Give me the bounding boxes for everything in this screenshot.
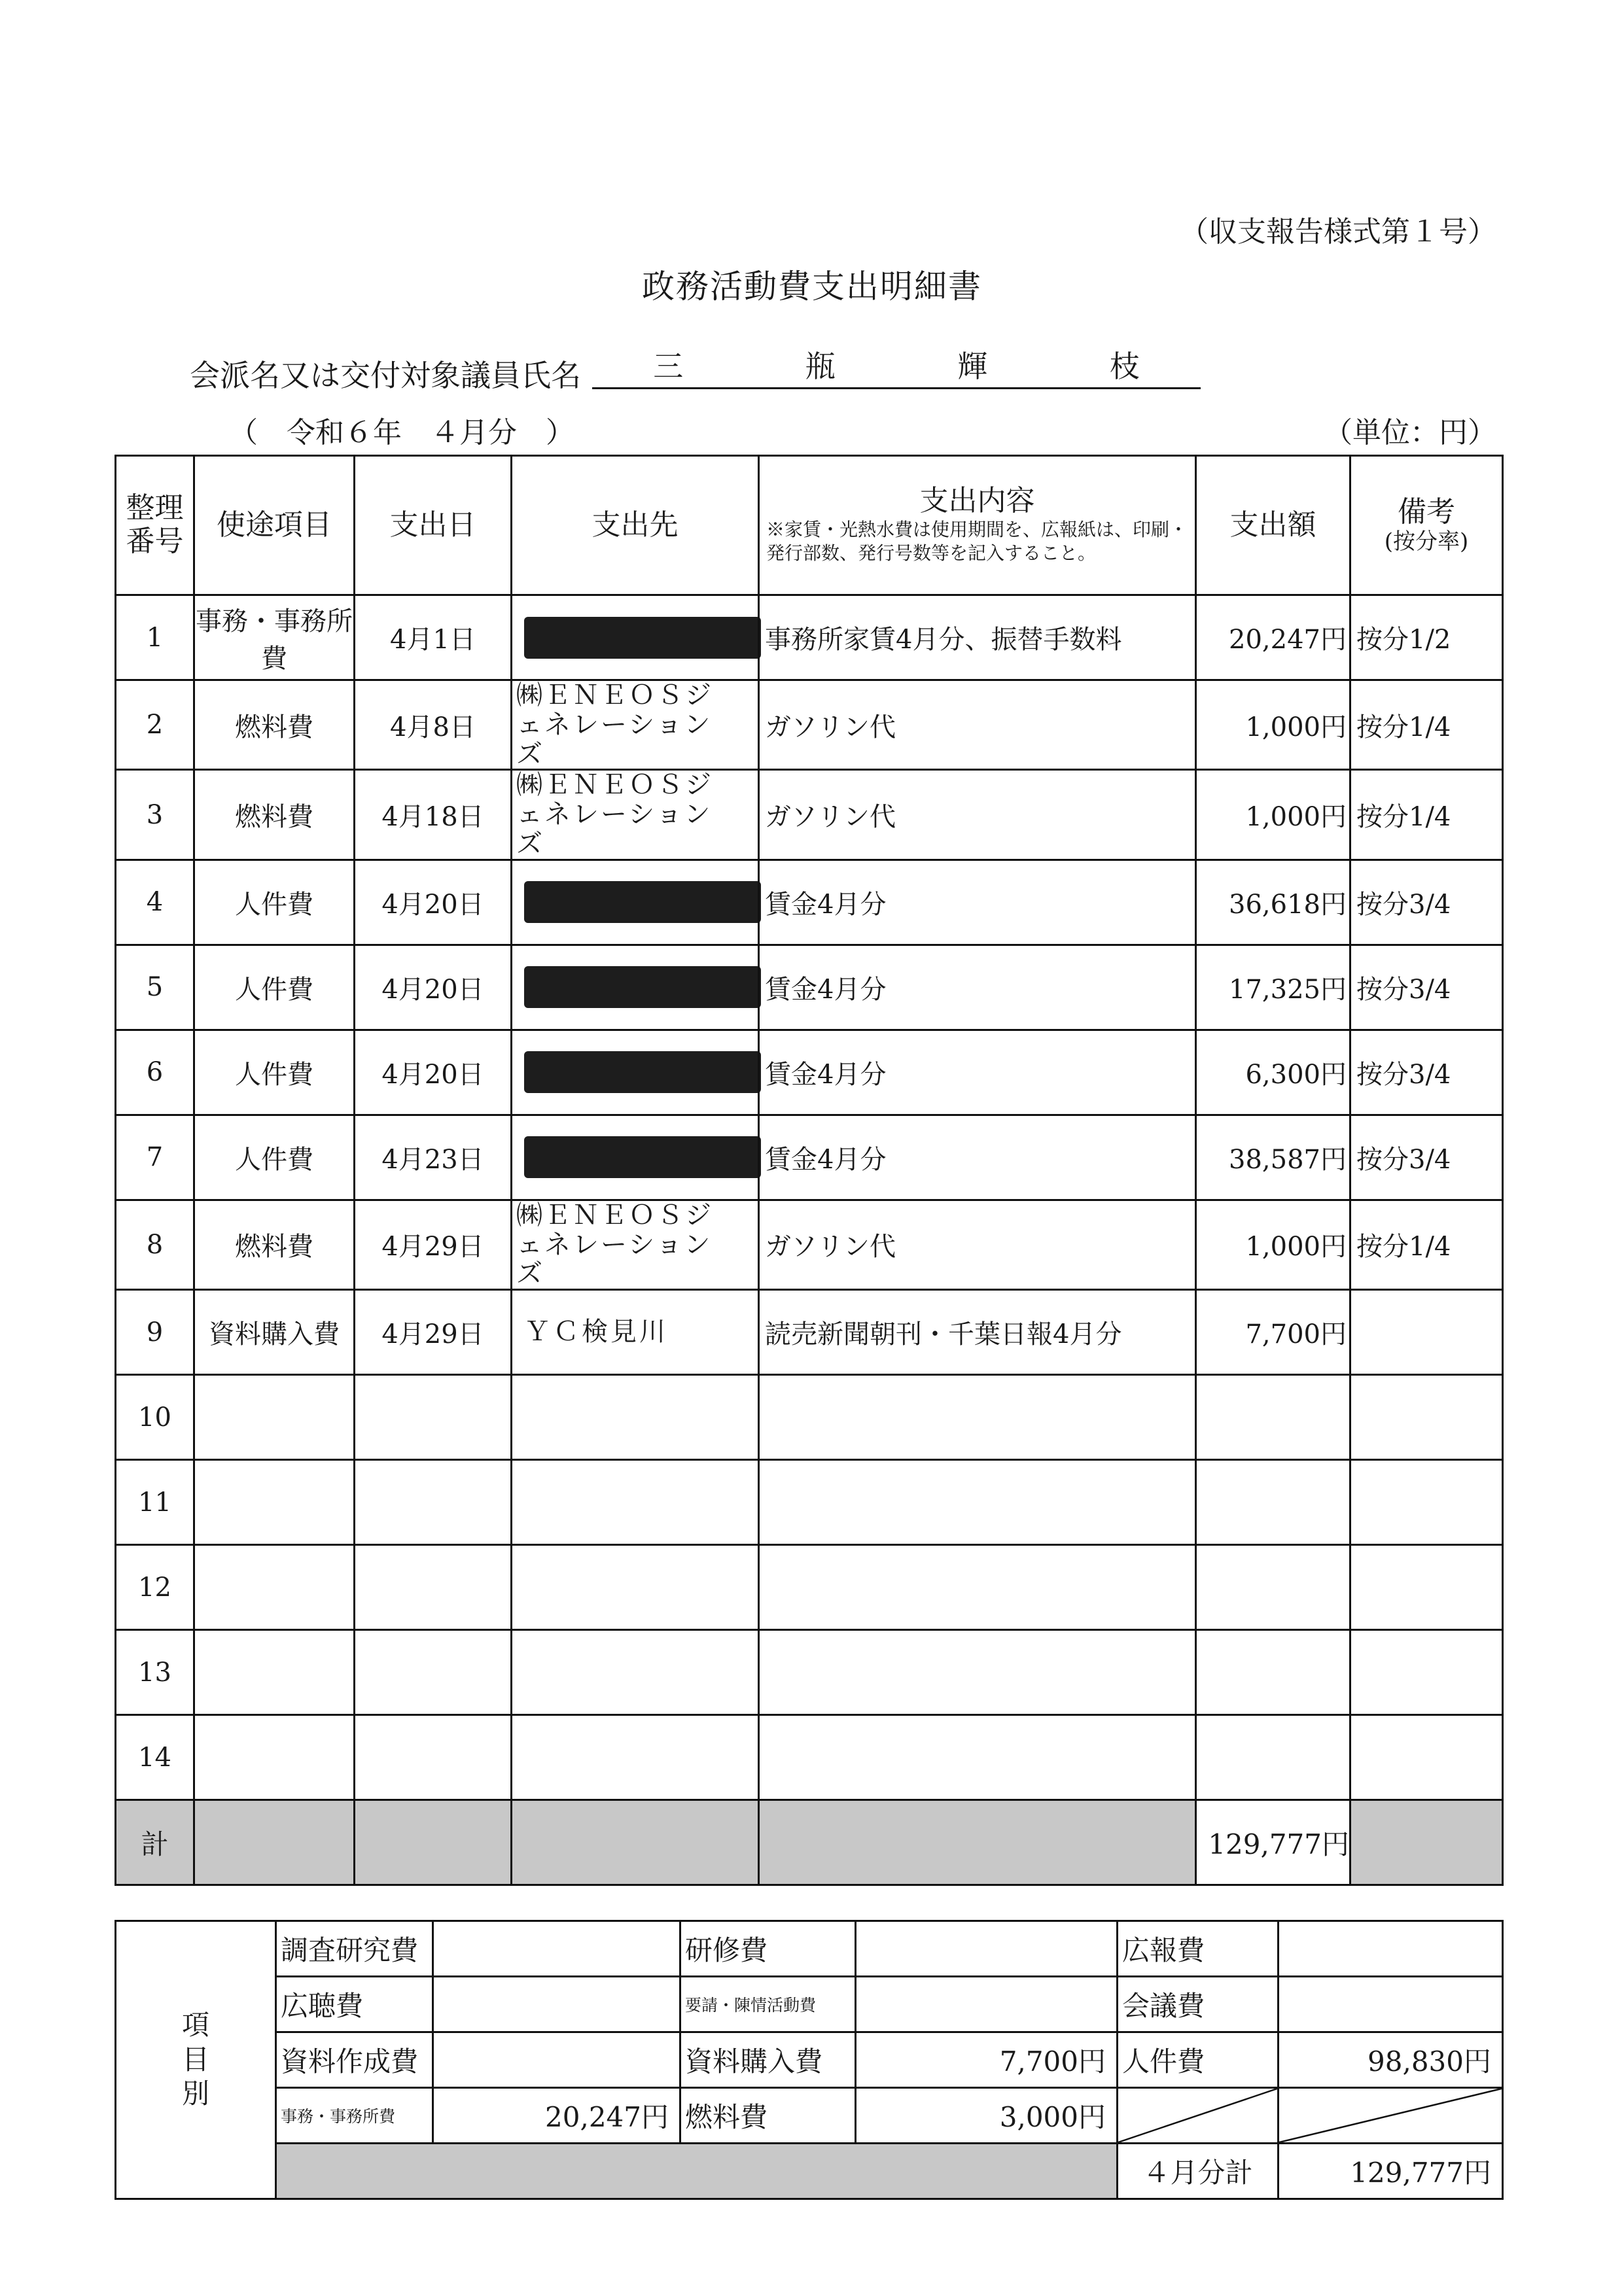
row-remark: 按分3/4	[1350, 860, 1503, 945]
summary-value	[433, 2032, 680, 2088]
diagonal-cell	[1118, 2088, 1279, 2144]
row-date	[355, 1630, 512, 1715]
row-remark	[1350, 1375, 1503, 1460]
header-amount: 支出額	[1196, 456, 1350, 595]
row-payee	[512, 1115, 759, 1200]
summary-label: 人件費	[1118, 2032, 1279, 2088]
name-char: 瓶	[805, 349, 836, 384]
row-amount	[1196, 1460, 1350, 1545]
row-date	[355, 1375, 512, 1460]
redaction-block	[524, 1051, 761, 1093]
header-content	[759, 456, 1196, 595]
row-number: 1	[116, 595, 194, 680]
row-date: 4月23日	[355, 1115, 512, 1200]
header-remarks-title: 備考	[1398, 495, 1455, 529]
summary-value	[1279, 1921, 1503, 1977]
row-description: 事務所家賃4月分、振替手数料	[759, 595, 1196, 680]
row-amount: 6,300円	[1196, 1030, 1350, 1115]
row-remark	[1350, 1290, 1503, 1375]
table-row	[116, 1630, 1503, 1715]
summary-value	[433, 1921, 680, 1977]
row-amount	[1196, 1630, 1350, 1715]
row-category	[194, 1715, 355, 1800]
row-payee	[512, 1545, 759, 1630]
expense-table	[115, 455, 1504, 1886]
name-label: 会派名又は交付対象議員氏名	[190, 358, 581, 393]
member-name	[592, 347, 1201, 389]
summary-row	[116, 2088, 1503, 2144]
row-remark: 按分1/4	[1350, 680, 1503, 770]
redaction-block	[524, 966, 761, 1008]
row-description	[759, 1545, 1196, 1630]
row-number: 8	[116, 1200, 194, 1289]
summary-label: 資料購入費	[680, 2032, 856, 2088]
header-remarks	[1350, 456, 1503, 595]
row-description: ガソリン代	[759, 1200, 1196, 1289]
summary-label: 資料作成費	[276, 2032, 433, 2088]
summary-row	[116, 1977, 1503, 2032]
row-date: 4月29日	[355, 1200, 512, 1289]
row-description	[759, 1630, 1196, 1715]
row-amount: 7,700円	[1196, 1290, 1350, 1375]
table-row	[116, 595, 1503, 680]
summary-label: 要請・陳情活動費	[680, 1977, 856, 2032]
summary-value	[1279, 1977, 1503, 2032]
row-number: 6	[116, 1030, 194, 1115]
row-number: 10	[116, 1375, 194, 1460]
month-total-label: ４月分計	[1118, 2144, 1279, 2199]
row-payee	[512, 1200, 759, 1289]
row-payee	[512, 860, 759, 945]
row-payee	[512, 1460, 759, 1545]
row-category	[194, 1545, 355, 1630]
row-category	[194, 1460, 355, 1545]
redaction-block	[524, 1136, 761, 1178]
row-description: ガソリン代	[759, 680, 1196, 770]
table-row	[116, 1545, 1503, 1630]
redaction-block	[524, 881, 761, 923]
row-date: 4月8日	[355, 680, 512, 770]
row-remark	[1350, 1630, 1503, 1715]
document-title: 政務活動費支出明細書	[642, 268, 982, 305]
row-payee	[512, 1630, 759, 1715]
row-category: 事務・事務所費	[194, 595, 355, 680]
row-description	[759, 1375, 1196, 1460]
row-category: 燃料費	[194, 680, 355, 770]
row-payee	[512, 1715, 759, 1800]
row-payee-text: ㈱ＥＮＥＯＳジェネレーションズ	[516, 680, 713, 769]
total-amount: 129,777円	[1196, 1800, 1350, 1885]
summary-label: 研修費	[680, 1921, 856, 1977]
category-summary-table	[115, 1920, 1504, 2200]
row-category: 燃料費	[194, 1200, 355, 1289]
table-row	[116, 1115, 1503, 1200]
table-row	[116, 945, 1503, 1030]
row-category	[194, 1630, 355, 1715]
row-description: 賃金4月分	[759, 945, 1196, 1030]
row-remark	[1350, 1545, 1503, 1630]
row-remark: 按分3/4	[1350, 1115, 1503, 1200]
row-payee	[512, 770, 759, 860]
summary-value	[433, 1977, 680, 2032]
row-category: 人件費	[194, 860, 355, 945]
row-description: 読売新聞朝刊・千葉日報4月分	[759, 1290, 1196, 1375]
summary-label: 調査研究費	[276, 1921, 433, 1977]
summary-value: 20,247円	[433, 2088, 680, 2144]
row-number: 9	[116, 1290, 194, 1375]
row-number: 3	[116, 770, 194, 860]
summary-row	[116, 2032, 1503, 2088]
summary-value: 7,700円	[856, 2032, 1118, 2088]
summary-value: 98,830円	[1279, 2032, 1503, 2088]
total-row	[116, 1800, 1503, 1885]
summary-total-row	[116, 2144, 1503, 2199]
row-payee-text: ㈱ＥＮＥＯＳジェネレーションズ	[516, 770, 713, 859]
row-number: 4	[116, 860, 194, 945]
row-date	[355, 1545, 512, 1630]
row-date: 4月1日	[355, 595, 512, 680]
row-remark: 按分1/4	[1350, 1200, 1503, 1289]
summary-value	[856, 1977, 1118, 2032]
month-total-value: 129,777円	[1279, 2144, 1503, 2199]
summary-row	[116, 1921, 1503, 1977]
row-category: 燃料費	[194, 770, 355, 860]
header-remarks-sub: (按分率)	[1384, 528, 1469, 555]
table-row	[116, 860, 1503, 945]
row-number: 14	[116, 1715, 194, 1800]
summary-label: 会議費	[1118, 1977, 1279, 2032]
name-char: 枝	[1109, 349, 1140, 384]
header-no: 整理番号	[116, 456, 194, 595]
header-date: 支出日	[355, 456, 512, 595]
header-category: 使途項目	[194, 456, 355, 595]
row-remark: 按分1/2	[1350, 595, 1503, 680]
summary-label: 事務・事務所費	[276, 2088, 433, 2144]
row-payee	[512, 1290, 759, 1375]
row-remark: 按分1/4	[1350, 770, 1503, 860]
header-content-title: 支出内容	[919, 484, 1035, 518]
table-row	[116, 1715, 1503, 1800]
row-payee-text: ㈱ＥＮＥＯＳジェネレーションズ	[516, 1200, 713, 1289]
summary-label: 広報費	[1118, 1921, 1279, 1977]
redaction-block	[524, 617, 761, 659]
row-description	[759, 1715, 1196, 1800]
row-amount	[1196, 1715, 1350, 1800]
header-payee: 支出先	[512, 456, 759, 595]
row-number: 2	[116, 680, 194, 770]
row-amount: 38,587円	[1196, 1115, 1350, 1200]
row-amount	[1196, 1375, 1350, 1460]
row-date	[355, 1715, 512, 1800]
row-date: 4月18日	[355, 770, 512, 860]
row-remark: 按分3/4	[1350, 945, 1503, 1030]
row-amount	[1196, 1545, 1350, 1630]
row-description	[759, 1460, 1196, 1545]
row-amount: 1,000円	[1196, 680, 1350, 770]
row-payee	[512, 945, 759, 1030]
form-number: （収支報告様式第１号）	[1180, 215, 1496, 249]
row-number: 7	[116, 1115, 194, 1200]
row-description: 賃金4月分	[759, 860, 1196, 945]
row-number: 5	[116, 945, 194, 1030]
row-payee	[512, 595, 759, 680]
row-date: 4月20日	[355, 945, 512, 1030]
row-description: 賃金4月分	[759, 1115, 1196, 1200]
table-header-row	[116, 456, 1503, 595]
row-remark: 按分3/4	[1350, 1030, 1503, 1115]
row-number: 13	[116, 1630, 194, 1715]
row-category: 人件費	[194, 1115, 355, 1200]
row-category	[194, 1375, 355, 1460]
row-remark	[1350, 1460, 1503, 1545]
table-row	[116, 1460, 1503, 1545]
table-row	[116, 1375, 1503, 1460]
name-char: 輝	[957, 349, 988, 384]
row-payee-text: ＹＣ検見川	[524, 1317, 668, 1348]
row-date: 4月29日	[355, 1290, 512, 1375]
row-number: 12	[116, 1545, 194, 1630]
total-label: 計	[116, 1800, 194, 1885]
shaded-cell	[276, 2144, 1118, 2199]
row-amount: 20,247円	[1196, 595, 1350, 680]
table-row	[116, 1030, 1503, 1115]
unit-label: （単位：円）	[1324, 416, 1496, 449]
row-category: 人件費	[194, 945, 355, 1030]
summary-row-label: 項目別	[116, 1921, 276, 2199]
row-payee	[512, 680, 759, 770]
row-category: 資料購入費	[194, 1290, 355, 1375]
row-date: 4月20日	[355, 860, 512, 945]
report-period: （ 令和６年 ４月分 ）	[229, 416, 574, 449]
row-number: 11	[116, 1460, 194, 1545]
row-description: 賃金4月分	[759, 1030, 1196, 1115]
summary-label: 広聴費	[276, 1977, 433, 2032]
summary-value: 3,000円	[856, 2088, 1118, 2144]
row-amount: 36,618円	[1196, 860, 1350, 945]
table-row	[116, 680, 1503, 770]
row-date: 4月20日	[355, 1030, 512, 1115]
row-payee	[512, 1030, 759, 1115]
row-remark	[1350, 1715, 1503, 1800]
row-amount: 17,325円	[1196, 945, 1350, 1030]
table-row	[116, 1290, 1503, 1375]
row-category: 人件費	[194, 1030, 355, 1115]
header-content-note: ※家賃・光熱水費は使用期間を、広報紙は、印刷・発行部数、発行号数等を記入すること。	[766, 518, 1188, 565]
row-date	[355, 1460, 512, 1545]
table-row	[116, 1200, 1503, 1289]
name-char: 三	[653, 349, 684, 384]
diagonal-cell	[1279, 2088, 1503, 2144]
row-amount: 1,000円	[1196, 1200, 1350, 1289]
row-description: ガソリン代	[759, 770, 1196, 860]
summary-value	[856, 1921, 1118, 1977]
row-amount: 1,000円	[1196, 770, 1350, 860]
summary-label: 燃料費	[680, 2088, 856, 2144]
row-payee	[512, 1375, 759, 1460]
table-row	[116, 770, 1503, 860]
